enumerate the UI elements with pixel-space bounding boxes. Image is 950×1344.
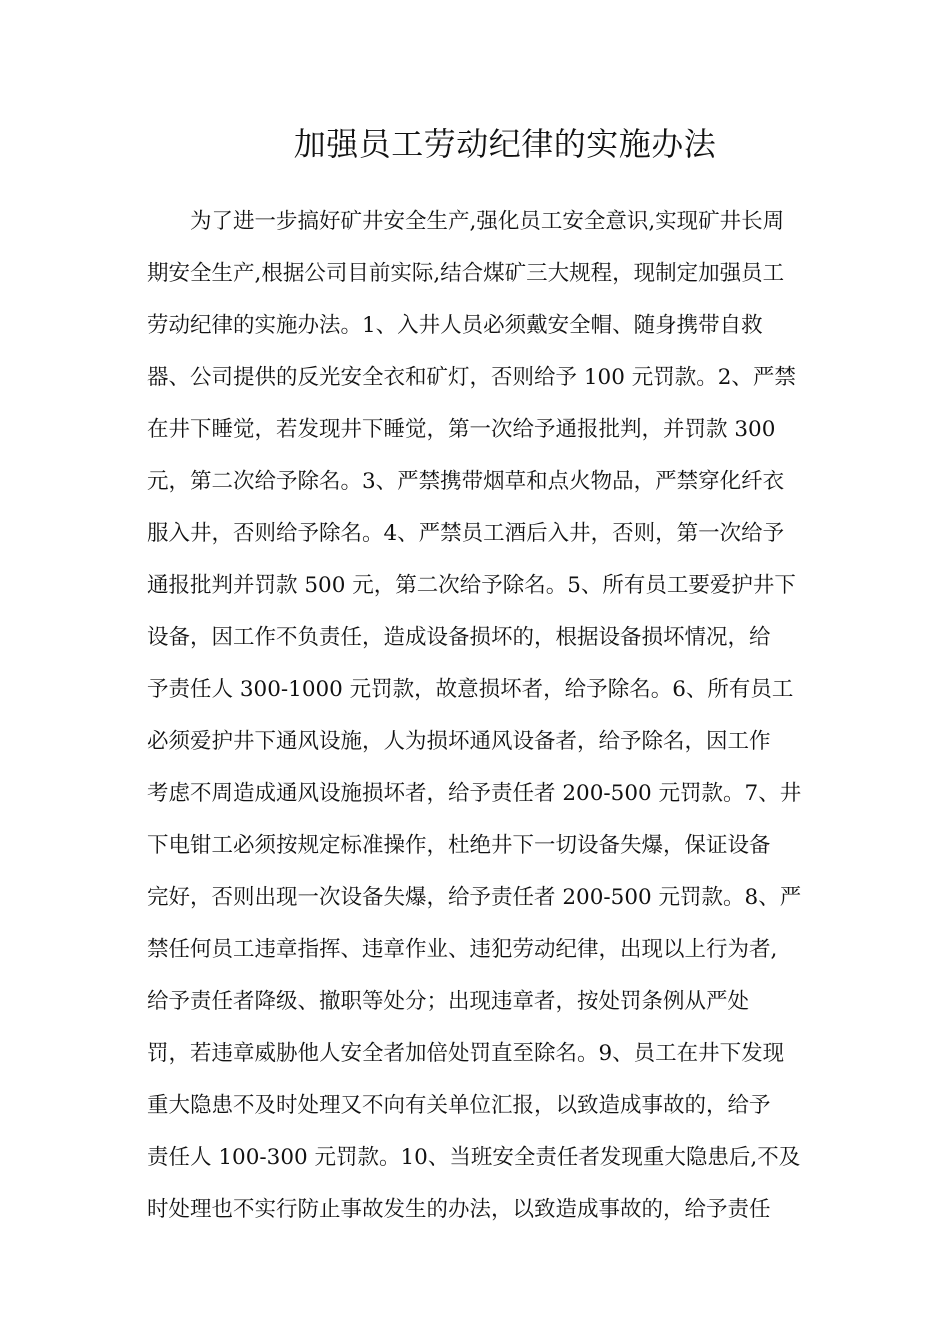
- body-line: 责任人 100-300 元罚款。10、当班安全责任者发现重大隐患后,不及: [147, 1145, 801, 1170]
- body-line: 考虑不周造成通风设施损坏者，给予责任者 200-500 元罚款。7、井: [147, 781, 802, 806]
- body-line: 在井下睡觉，若发现井下睡觉，第一次给予通报批判，并罚款 300: [147, 417, 776, 442]
- body-line: 劳动纪律的实施办法。1、入井人员必须戴安全帽、随身携带自救: [147, 313, 763, 338]
- body-line: 下电钳工必须按规定标准操作，杜绝井下一切设备失爆，保证设备: [147, 833, 771, 858]
- body-line: 重大隐患不及时处理又不向有关单位汇报，以致造成事故的，给予: [147, 1093, 771, 1118]
- body-line: 为了进一步搞好矿井安全生产,强化员工安全意识,实现矿井长周: [190, 209, 785, 234]
- body-line: 完好，否则出现一次设备失爆，给予责任者 200-500 元罚款。8、严: [147, 885, 802, 910]
- body-line: 设备，因工作不负责任，造成设备损坏的，根据设备损坏情况，给: [147, 625, 771, 650]
- body-line: 罚，若违章威胁他人安全者加倍处罚直至除名。9、员工在井下发现: [147, 1041, 785, 1066]
- body-line: 予责任人 300-1000 元罚款，故意损坏者，给予除名。6、所有员工: [147, 677, 794, 702]
- body-line: 禁任何员工违章指挥、违章作业、违犯劳动纪律，出现以上行为者,: [147, 937, 778, 962]
- body-line: 元，第二次给予除名。3、严禁携带烟草和点火物品，严禁穿化纤衣: [147, 469, 785, 494]
- body-line: 服入井，否则给予除名。4、严禁员工酒后入井，否则，第一次给予: [147, 521, 785, 546]
- body-line: 时处理也不实行防止事故发生的办法，以致造成事故的，给予责任: [147, 1197, 771, 1222]
- body-line: 通报批判并罚款 500 元，第二次给予除名。5、所有员工要爱护井下: [147, 573, 796, 598]
- body-line: 器、公司提供的反光安全衣和矿灯，否则给予 100 元罚款。2、严禁: [147, 365, 796, 390]
- body-line: 必须爱护井下通风设施，人为损坏通风设备者，给予除名，因工作: [147, 729, 771, 754]
- body-line: 给予责任者降级、撤职等处分；出现违章者，按处罚条例从严处: [147, 989, 750, 1014]
- document-title: 加强员工劳动纪律的实施办法: [293, 125, 717, 163]
- body-line: 期安全生产,根据公司目前实际,结合煤矿三大规程，现制定加强员工: [147, 261, 785, 286]
